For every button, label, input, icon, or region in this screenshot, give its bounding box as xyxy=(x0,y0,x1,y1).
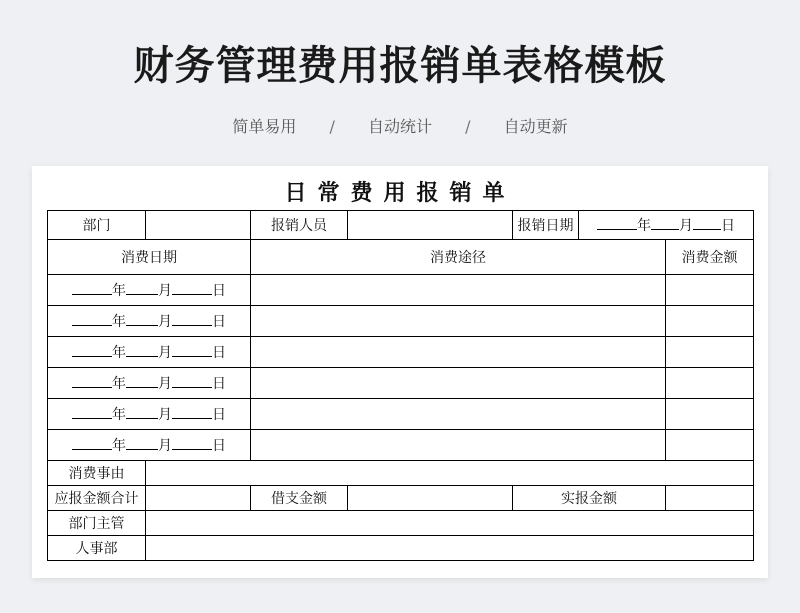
date-cell[interactable]: 年 月 日 xyxy=(48,399,251,430)
table-row xyxy=(48,306,754,337)
amount-summary-row xyxy=(48,486,754,511)
header-info-row xyxy=(48,211,754,240)
amount-cell[interactable] xyxy=(666,306,754,337)
purpose-cell[interactable] xyxy=(251,337,666,368)
date-cell[interactable]: 年 月 日 xyxy=(48,368,251,399)
table-row xyxy=(48,368,754,399)
day-blank xyxy=(693,217,721,230)
page-title: 财务管理费用报销单表格模板 xyxy=(133,43,667,89)
table-row xyxy=(48,430,754,461)
advance-field[interactable] xyxy=(348,486,513,511)
actual-field[interactable] xyxy=(666,486,754,511)
date-cell[interactable]: 年 月 日 xyxy=(48,430,251,461)
col-purpose-header: 消费途径 xyxy=(251,240,666,275)
reason-row xyxy=(48,461,754,486)
feature-tags xyxy=(0,114,800,137)
date-cell[interactable]: 年 月 日 xyxy=(48,337,251,368)
actual-label: 实报金额 xyxy=(513,486,666,511)
supervisor-row xyxy=(48,511,754,536)
department-label: 部门 xyxy=(48,211,146,240)
supervisor-label: 部门主管 xyxy=(48,511,146,536)
reason-label: 消费事由 xyxy=(48,461,146,486)
amount-cell[interactable] xyxy=(666,430,754,461)
column-header-row xyxy=(48,240,754,275)
amount-cell[interactable] xyxy=(666,337,754,368)
month-blank xyxy=(651,217,679,230)
tag-auto-update: 自动更新 xyxy=(503,117,568,136)
purpose-cell[interactable] xyxy=(251,275,666,306)
col-date-header: 消费日期 xyxy=(48,240,251,275)
date-cell[interactable]: 年 月 日 xyxy=(48,275,251,306)
claim-date-label: 报销日期 xyxy=(513,211,579,240)
year-blank xyxy=(597,217,637,230)
department-field[interactable] xyxy=(146,211,251,240)
tag-separator: / xyxy=(329,117,335,136)
form-title: 日常费用报销单 xyxy=(284,180,516,206)
hr-row xyxy=(48,536,754,561)
form-sheet xyxy=(32,166,768,578)
table-row xyxy=(48,337,754,368)
purpose-cell[interactable] xyxy=(251,306,666,337)
table-row xyxy=(48,275,754,306)
advance-label: 借支金额 xyxy=(251,486,348,511)
amount-cell[interactable] xyxy=(666,275,754,306)
table-row xyxy=(48,399,754,430)
tag-easy-use: 简单易用 xyxy=(232,117,297,136)
tag-auto-stat: 自动统计 xyxy=(367,117,432,136)
purpose-cell[interactable] xyxy=(251,430,666,461)
reason-field[interactable] xyxy=(146,461,754,486)
total-label: 应报金额合计 xyxy=(48,486,146,511)
purpose-cell[interactable] xyxy=(251,368,666,399)
supervisor-field[interactable] xyxy=(146,511,754,536)
amount-cell[interactable] xyxy=(666,399,754,430)
claim-date-field[interactable]: 年 月 日 xyxy=(579,211,754,240)
total-field[interactable] xyxy=(146,486,251,511)
amount-cell[interactable] xyxy=(666,368,754,399)
hr-label: 人事部 xyxy=(48,536,146,561)
tag-separator: / xyxy=(465,117,471,136)
claimant-label: 报销人员 xyxy=(251,211,348,240)
hr-field[interactable] xyxy=(146,536,754,561)
claimant-field[interactable] xyxy=(348,211,513,240)
purpose-cell[interactable] xyxy=(251,399,666,430)
col-amount-header: 消费金额 xyxy=(666,240,754,275)
reimbursement-table xyxy=(47,210,754,561)
date-cell[interactable]: 年 月 日 xyxy=(48,306,251,337)
